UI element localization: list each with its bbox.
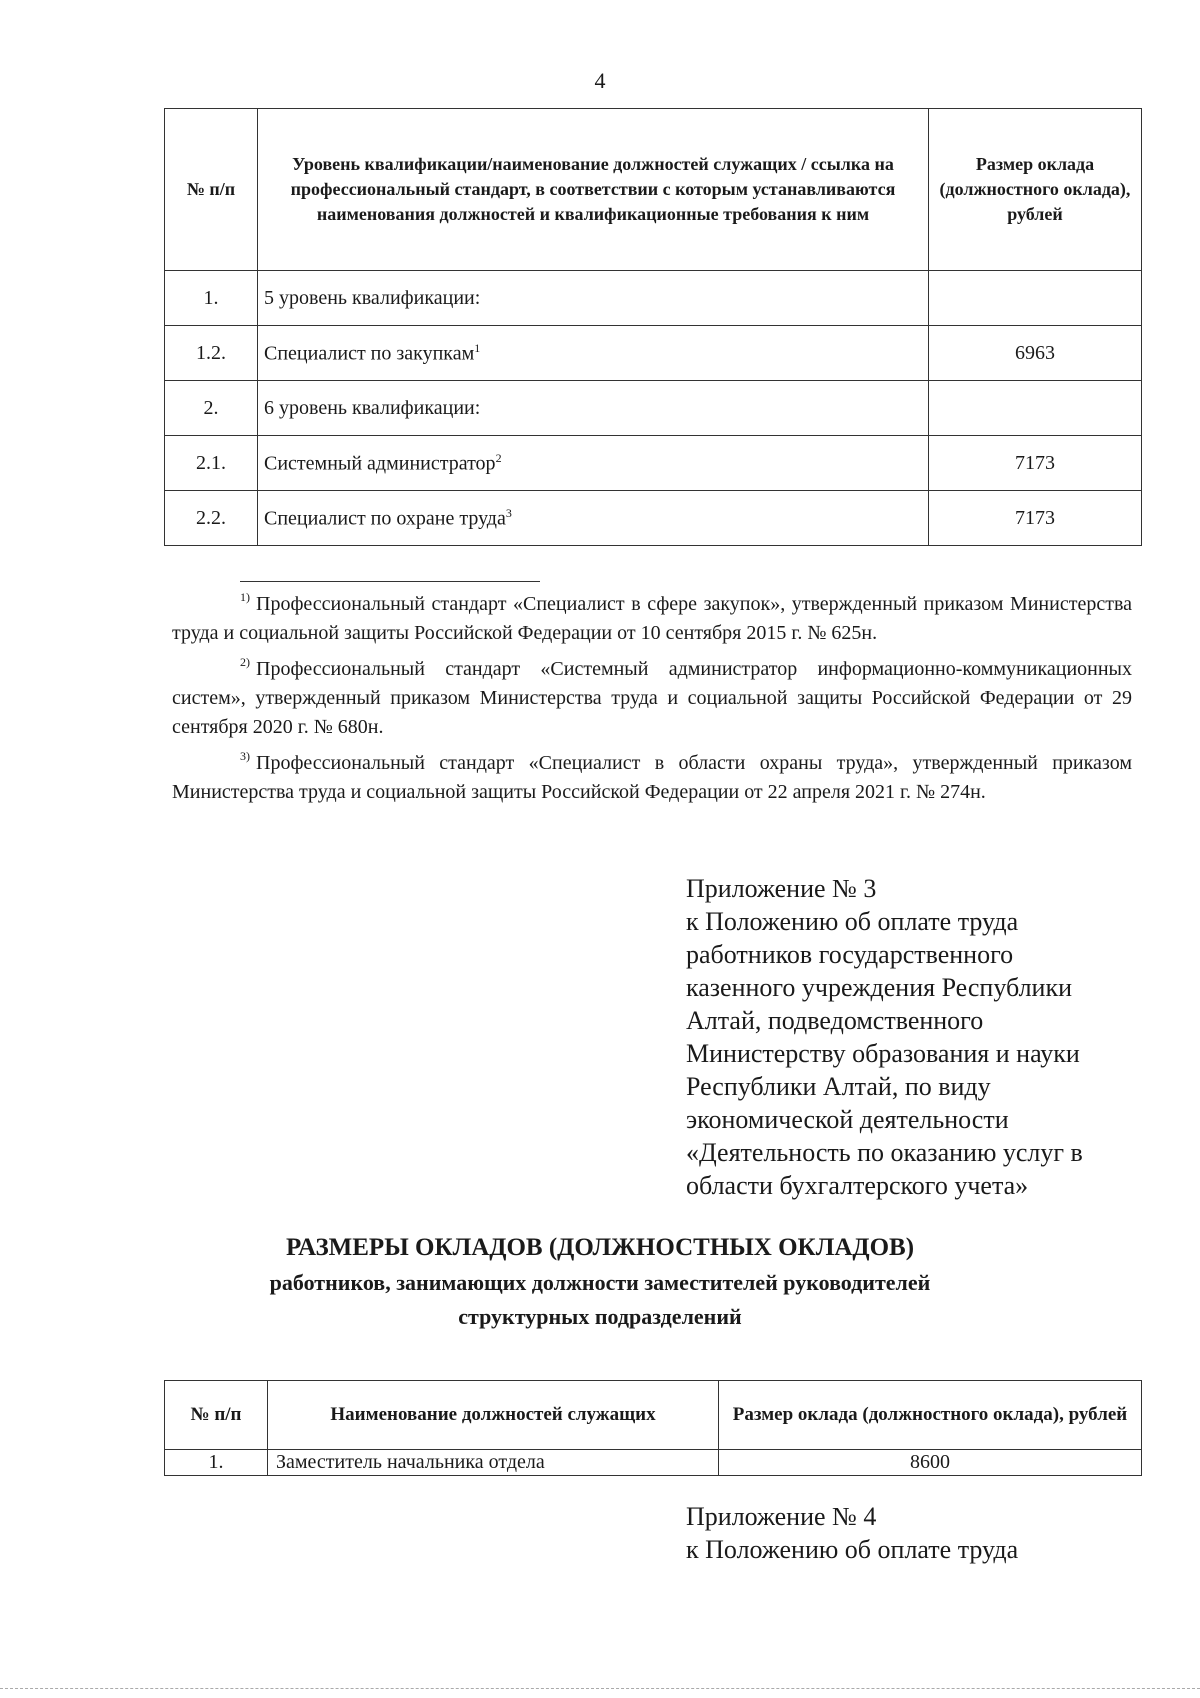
header-position: Уровень квалификации/наименование должностей служащих / ссылка на профессиональный стандарт, в соответствии с которым устанавливаются наименования должностей и квалификационные требования к ним	[258, 109, 929, 271]
row-name: 5 уровень квалификации:	[258, 271, 929, 326]
appendix-line: экономической деятельности	[686, 1105, 1009, 1134]
footnotes	[172, 583, 1132, 807]
footnote	[172, 742, 1132, 807]
header-salary: Размер оклада (должностного оклада), рублей	[929, 109, 1142, 271]
row-name: Заместитель начальника отдела	[268, 1450, 719, 1476]
section-title	[0, 1230, 1200, 1334]
row-name: 6 уровень квалификации:	[258, 381, 929, 436]
row-salary: 6963	[929, 326, 1142, 381]
page-number: 4	[594, 68, 606, 93]
footnote-ref: 1	[474, 340, 481, 355]
row-number: 1.2.	[165, 326, 258, 381]
row-salary	[929, 381, 1142, 436]
appendix-line: работников государственного	[686, 940, 1014, 969]
table-row	[165, 381, 1142, 436]
row-salary	[929, 271, 1142, 326]
row-salary: 8600	[719, 1450, 1142, 1476]
footnote-separator	[240, 581, 540, 582]
footnote-ref: 2	[495, 450, 502, 465]
row-salary: 7173	[929, 436, 1142, 491]
footnote	[172, 583, 1132, 648]
footnote-ref: 3	[505, 505, 512, 520]
footnote	[172, 648, 1132, 742]
qualification-salary-table	[164, 108, 1142, 546]
row-number: 1.	[165, 271, 258, 326]
row-name: Специалист по закупкам$^1$	[258, 326, 929, 381]
header-number: № п/п	[165, 109, 258, 271]
row-name: Системный администратор$^2$	[258, 436, 929, 491]
footnote-mark: 1)	[240, 590, 250, 604]
section-title-sub: структурных подразделений	[458, 1304, 742, 1329]
appendix-line: к Положению об оплате труда	[686, 907, 1019, 936]
header-position: Наименование должностей служащих	[268, 1381, 719, 1450]
table-row	[165, 271, 1142, 326]
table-header-row	[165, 1381, 1142, 1450]
row-number: 2.	[165, 381, 258, 436]
table-row	[165, 1450, 1142, 1476]
appendix-line: Алтай, подведомственного	[686, 1006, 984, 1035]
appendix-line: к Положению об оплате труда	[686, 1535, 1019, 1564]
table-header-row	[165, 109, 1142, 271]
footnote-text: Профессиональный стандарт «Специалист в сфере закупок», утвержденный приказом Министерства труда и социальной защиты Российской Федерации от 10 сентября 2015 г. № 625н.	[172, 593, 1132, 644]
appendix-line: Приложение № 4	[686, 1502, 877, 1531]
appendix-line: Министерству образования и науки	[686, 1039, 1080, 1068]
appendix-3-header	[686, 872, 1156, 1202]
header-number: № п/п	[165, 1381, 268, 1450]
appendix-line: казенного учреждения Республики	[686, 973, 1073, 1002]
section-title-sub: работников, занимающих должности заместителей руководителей	[269, 1270, 931, 1295]
deputy-salary-table	[164, 1380, 1142, 1476]
section-title-main: РАЗМЕРЫ ОКЛАДОВ (ДОЛЖНОСТНЫХ ОКЛАДОВ)	[285, 1234, 915, 1261]
row-number: 2.1.	[165, 436, 258, 491]
row-salary: 7173	[929, 491, 1142, 546]
header-salary: Размер оклада (должностного оклада), рублей	[719, 1381, 1142, 1450]
appendix-line: области бухгалтерского учета»	[686, 1171, 1029, 1200]
appendix-line: Республики Алтай, по виду	[686, 1072, 991, 1101]
table-row	[165, 436, 1142, 491]
footnote-mark: 2)	[240, 655, 250, 669]
appendix-line: «Деятельность по оказанию услуг в	[686, 1138, 1083, 1167]
footnote-text: Профессиональный стандарт «Системный администратор информационно-коммуникационных систем», утвержденный приказом Министерства труда и социальной защиты Российской Федерации от 29 сентября 2020 г. № 680н.	[172, 658, 1132, 738]
appendix-4-header	[686, 1500, 1156, 1566]
page-edge	[0, 1688, 1200, 1689]
footnote-mark: 3)	[240, 749, 250, 763]
appendix-line: Приложение № 3	[686, 874, 877, 903]
row-name: Специалист по охране труда$^3$	[258, 491, 929, 546]
table-row	[165, 326, 1142, 381]
row-number: 2.2.	[165, 491, 258, 546]
footnote-text: Профессиональный стандарт «Специалист в области охраны труда», утвержденный приказом Министерства труда и социальной защиты Российской Федерации от 22 апреля 2021 г. № 274н.	[172, 752, 1132, 803]
row-number: 1.	[165, 1450, 268, 1476]
table-row	[165, 491, 1142, 546]
